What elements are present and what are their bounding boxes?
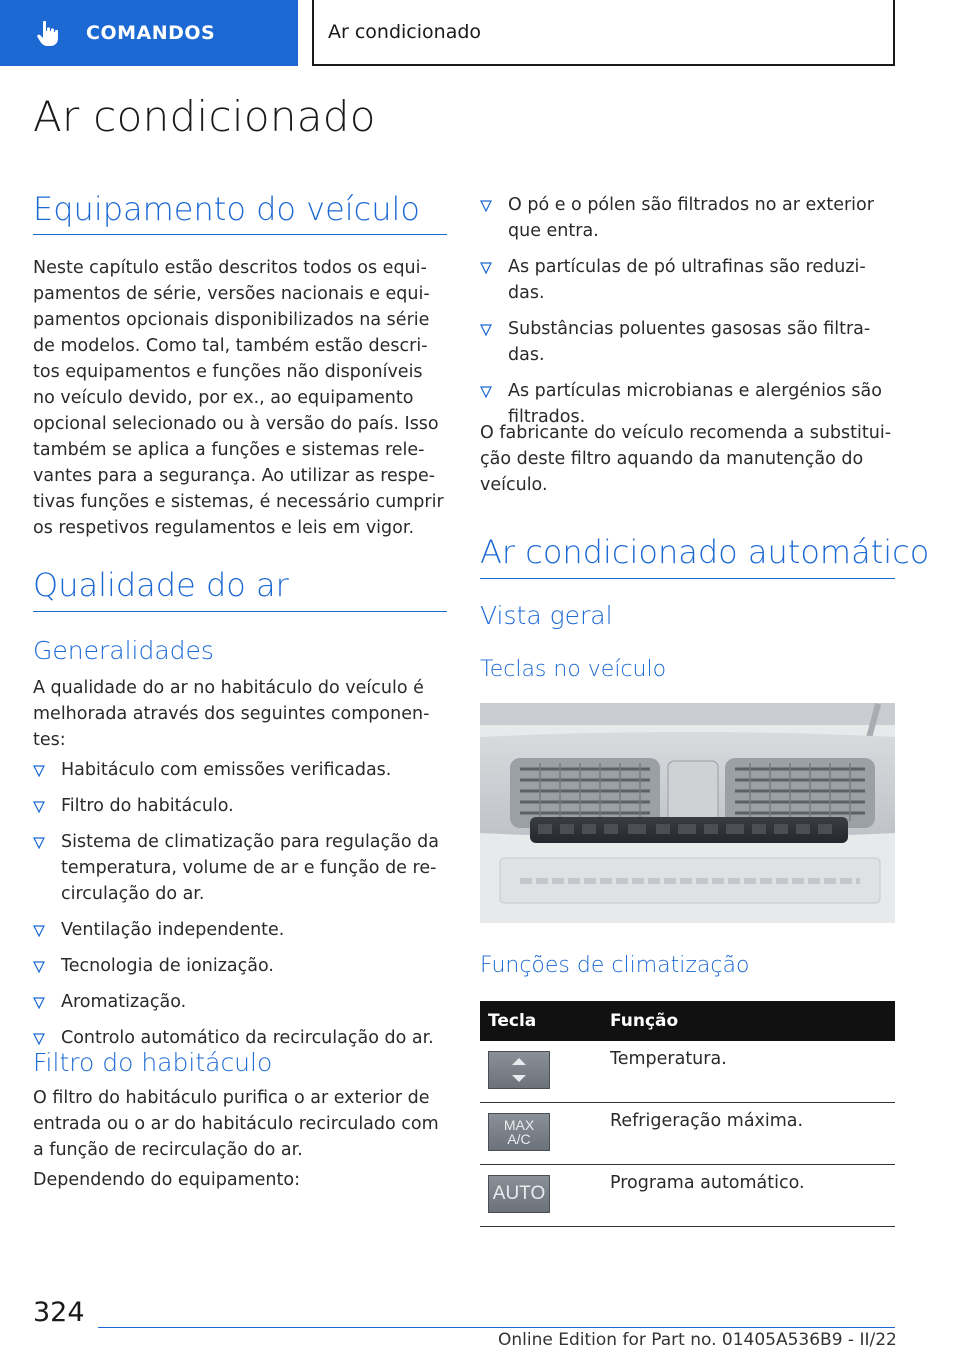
table-cell-key	[480, 1041, 610, 1102]
list-item: Sistema de climatização para regulação da temperatura, volume de ar e função de recirculação do ar.	[33, 829, 447, 907]
climate-panel-photo	[480, 703, 895, 923]
max-ac-key	[488, 1113, 550, 1151]
temperature-key	[488, 1051, 550, 1089]
heading-funcoes: Funções de climatização	[480, 953, 750, 978]
column-header-funcao: Função	[610, 1011, 679, 1031]
heading-generalidades: Generalidades	[33, 636, 214, 665]
triangle-bullet-icon	[480, 386, 492, 398]
triangle-bullet-icon	[33, 961, 45, 973]
triangle-bullet-icon	[480, 324, 492, 336]
heading-qualidade: Qualidade do ar	[33, 566, 289, 604]
heading-rule	[480, 578, 895, 579]
list-item: As partículas microbianas e alergénios são filtrados.	[480, 378, 895, 430]
list-item: Tecnologia de ionização.	[33, 953, 447, 979]
list-item: O pó e o pólen são filtrados no ar exterior que entra.	[480, 192, 895, 244]
page-header	[0, 0, 960, 66]
list-item: As partículas de pó ultrafinas são reduzidas.	[480, 254, 895, 306]
chapter-tab-label: COMANDOS	[86, 22, 216, 44]
triangle-bullet-icon	[33, 997, 45, 1009]
table-cell-function: Programa automático.	[610, 1173, 805, 1193]
chapter-tab[interactable]	[0, 0, 298, 66]
filtro-list	[480, 192, 895, 440]
heading-ar-automatico: Ar condicionado automático	[480, 533, 930, 571]
list-item: Habitáculo com emissões verificadas.	[33, 757, 447, 783]
table-cell-key	[480, 1103, 610, 1164]
triangle-bullet-icon	[33, 837, 45, 849]
list-item: Ventilação independente.	[33, 917, 447, 943]
page-number: 324	[33, 1297, 85, 1328]
table-cell-key	[480, 1165, 610, 1226]
climate-functions-table	[480, 1001, 895, 1227]
fabricante-text: O fabricante do veículo recomenda a substituição deste filtro aquando da manutenção do veículo.	[480, 423, 892, 495]
triangle-bullet-icon	[480, 200, 492, 212]
table-cell-function: Temperatura.	[610, 1049, 727, 1069]
triangle-bullet-icon	[480, 262, 492, 274]
heading-teclas: Teclas no veículo	[480, 657, 667, 682]
filtro-dependendo: Dependendo do equipamento:	[33, 1170, 300, 1190]
table-cell-function: Refrigeração máxima.	[610, 1111, 804, 1131]
column-header-tecla: Tecla	[488, 1011, 537, 1031]
generalidades-text: A qualidade do ar no habitáculo do veículo é melhorada através dos seguintes componentes:	[33, 678, 430, 750]
triangle-bullet-icon	[33, 765, 45, 777]
table-row	[480, 1103, 895, 1165]
heading-filtro: Filtro do habitáculo	[33, 1048, 273, 1077]
generalidades-list	[33, 757, 447, 1061]
filtro-text: O filtro do habitáculo purifica o ar exterior de entrada ou o ar do habitáculo recirculado com a função de recirculação do ar.	[33, 1088, 439, 1160]
key-label-ac: A/C	[507, 1131, 531, 1147]
hand-pointer-icon	[34, 18, 64, 48]
key-label-auto: AUTO	[492, 1183, 546, 1204]
heading-vista-geral: Vista geral	[480, 601, 613, 630]
key-label-max: MAX	[503, 1117, 535, 1133]
triangle-bullet-icon	[33, 1033, 45, 1045]
list-item: Aromatização.	[33, 989, 447, 1015]
climate-panel-illustration	[480, 703, 895, 923]
section-title-box	[312, 0, 895, 66]
table-row	[480, 1041, 895, 1103]
list-item: Substâncias poluentes gasosas são filtradas.	[480, 316, 895, 368]
footer-edition: Online Edition for Part no. 01405A536B9 - II/22	[498, 1330, 897, 1350]
list-item: Filtro do habitáculo.	[33, 793, 447, 819]
heading-equipamento: Equipamento do veículo	[33, 190, 420, 228]
heading-rule	[33, 234, 447, 235]
equipamento-text: Neste capítulo estão descritos todos os equipamentos de série, versões nacionais e equipamentos opcionais disponibilizados na série de modelos. Como tal, também estão descritos equipamentos e funções não disponíveis no veículo devido, por ex., ao equipamento opcional selecionado ou à versão do país. Isso também se aplica a funções e sistemas relevantes para a segurança. Ao utilizar as respetivas funções e sistemas, é necessário cumprir os respetivos regulamentos e leis em vigor.	[33, 258, 444, 538]
table-header	[480, 1001, 895, 1041]
table-row	[480, 1165, 895, 1227]
triangle-bullet-icon	[33, 925, 45, 937]
list-item: Controlo automático da recirculação do ar.	[33, 1025, 447, 1051]
section-title: Ar condicionado	[328, 21, 482, 43]
auto-key	[488, 1175, 550, 1213]
footer-rule	[98, 1327, 895, 1328]
up-down-arrows-icon	[507, 1055, 531, 1085]
triangle-bullet-icon	[33, 801, 45, 813]
heading-rule	[33, 611, 447, 612]
page-title: Ar condicionado	[33, 92, 376, 141]
